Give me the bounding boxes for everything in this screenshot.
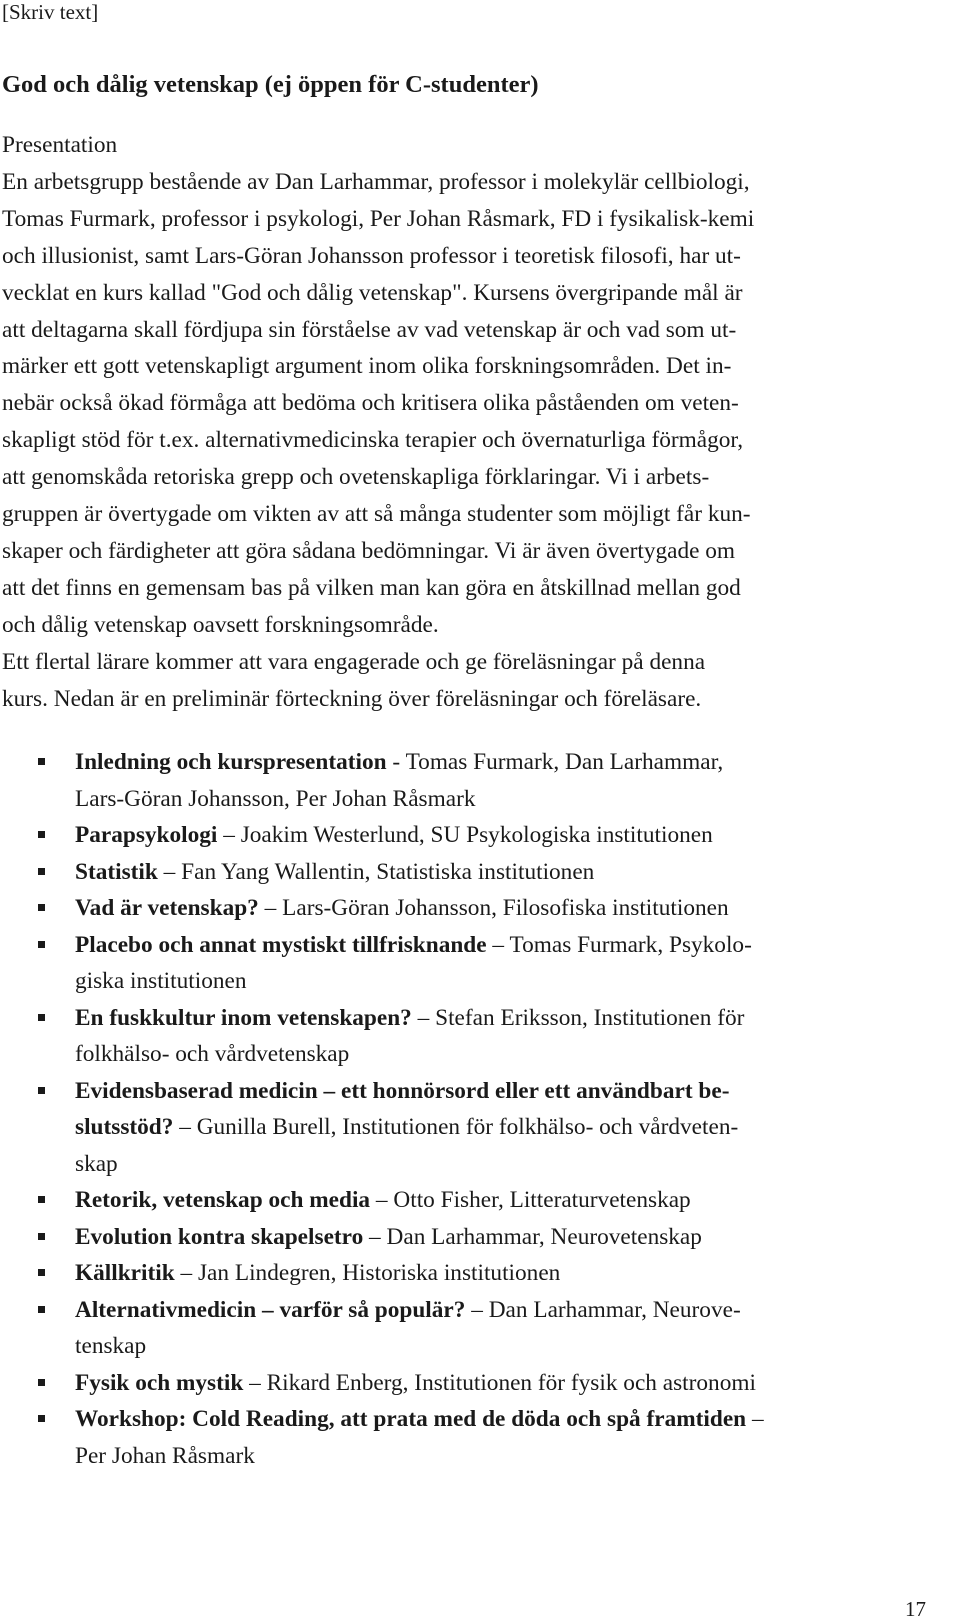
- separator: –: [258, 895, 283, 921]
- square-bullet-icon: [38, 831, 45, 838]
- lecture-topic: Workshop: Cold Reading, att prata med de döda och spå framtiden: [75, 1406, 747, 1432]
- lecture-topic: Fysik och mystik: [75, 1369, 244, 1396]
- lecture-topic: En fuskkultur inom vetenskapen?: [75, 1004, 412, 1031]
- separator: –: [411, 1004, 436, 1031]
- list-item: [0, 1401, 950, 1474]
- separator: –: [174, 1260, 198, 1286]
- separator: –: [746, 1406, 764, 1432]
- lecture-topic: slutsstöd?: [75, 1114, 174, 1140]
- lecturer-text: Rikard Enberg, Institutionen för fysik och astronomi: [266, 1369, 756, 1396]
- lecturer-text: Tomas Furmark, Psykolo-: [509, 931, 752, 958]
- intro-paragraph-line: skapligt stöd för t.ex. alternativmedicinska terapier och övernaturliga förmågor,: [2, 427, 744, 454]
- list-item: [0, 1365, 950, 1402]
- lecturer-text: Jan Lindegren, Historiska institutionen: [197, 1260, 561, 1286]
- list-item: [0, 1000, 950, 1073]
- intro-paragraph-line: gruppen är övertygade om vikten av att så många studenter som möjligt får kun-: [2, 501, 751, 528]
- lecturer-text: Joakim Westerlund, SU Psykologiska institutionen: [240, 822, 713, 848]
- intro-section: [2, 127, 937, 718]
- lecture-topic: Alternativmedicin – varför så populär?: [75, 1296, 466, 1323]
- square-bullet-icon: [38, 1087, 45, 1094]
- lecture-topic: Statistik: [75, 858, 158, 885]
- lecturer-text: Stefan Eriksson, Institutionen för: [435, 1004, 745, 1031]
- lecturer-text: Otto Fisher, Litteraturvetenskap: [393, 1187, 691, 1213]
- intro-paragraph-line: att genomskåda retoriska grepp och ovetenskapliga förklaringar. Vi i arbets-: [2, 464, 710, 491]
- list-item: [0, 1292, 950, 1365]
- square-bullet-icon: [38, 868, 45, 875]
- square-bullet-icon: [38, 1196, 45, 1203]
- square-bullet-icon: [38, 904, 45, 911]
- section-heading: Presentation: [2, 132, 118, 158]
- header-placeholder: [Skriv text]: [2, 0, 99, 24]
- lecture-topic: Placebo och annat mystiskt tillfrisknande: [75, 931, 487, 958]
- intro-paragraph-line: och dålig vetenskap oavsett forskningsområde.: [2, 611, 439, 638]
- page-number: 17: [905, 1597, 926, 1621]
- separator: –: [363, 1223, 387, 1250]
- separator: –: [465, 1296, 489, 1323]
- intro-paragraph-line: och illusionist, samt Lars-Göran Johansson professor i teoretisk filosofi, har ut-: [2, 242, 741, 269]
- intro-paragraph-line: Ett flertal lärare kommer att vara engagerade och ge föreläsningar på denna: [2, 648, 706, 675]
- list-item: [0, 1219, 950, 1256]
- square-bullet-icon: [38, 1269, 45, 1276]
- lecture-topic: Evolution kontra skapelsetro: [75, 1223, 364, 1250]
- separator: –: [370, 1187, 394, 1213]
- lecturer-text: Tomas Furmark, Dan Larhammar,: [405, 749, 724, 775]
- separator: –: [173, 1114, 197, 1140]
- list-item: [0, 1073, 950, 1183]
- list-item: [0, 890, 950, 927]
- intro-paragraph-line: skaper och färdigheter att göra sådana bedömningar. Vi är även övertygade om: [2, 537, 736, 564]
- intro-paragraph-line: nebär också ökad förmåga att bedöma och kritisera olika påståenden om veten-: [2, 390, 739, 417]
- lecturer-text: Fan Yang Wallentin, Statistiska institutionen: [181, 858, 595, 885]
- square-bullet-icon: [38, 1415, 45, 1422]
- separator: –: [217, 822, 241, 848]
- square-bullet-icon: [38, 941, 45, 948]
- lecturer-text: Per Johan Råsmark: [75, 1442, 255, 1469]
- intro-paragraph-line: En arbetsgrupp bestående av Dan Larhammar, professor i molekylär cellbiologi,: [2, 168, 750, 195]
- lecturer-text: Gunilla Burell, Institutionen för folkhälso- och vårdveten-: [196, 1114, 739, 1140]
- list-item: [0, 854, 950, 891]
- lecture-topic: Retorik, vetenskap och media: [75, 1187, 371, 1213]
- separator: -: [386, 749, 406, 775]
- lecturer-text: skap: [75, 1150, 118, 1177]
- square-bullet-icon: [38, 1014, 45, 1021]
- lecture-topic: Källkritik: [75, 1260, 175, 1286]
- separator: –: [243, 1369, 267, 1396]
- lecture-topic: Evidensbaserad medicin – ett honnörsord eller ett användbart be-: [75, 1077, 730, 1104]
- lecturer-text: tenskap: [75, 1333, 147, 1359]
- lecturer-text: Dan Larhammar, Neurovetenskap: [386, 1223, 702, 1250]
- lecturer-text: Dan Larhammar, Neurove-: [488, 1296, 741, 1323]
- lecturer-text: folkhälso- och vårdvetenskap: [75, 1041, 350, 1067]
- square-bullet-icon: [38, 1233, 45, 1240]
- document-title: God och dålig vetenskap (ej öppen för C-studenter): [2, 71, 539, 98]
- lecture-topic: Vad är vetenskap?: [75, 895, 259, 921]
- square-bullet-icon: [38, 1306, 45, 1313]
- list-item: [0, 1255, 950, 1292]
- lecture-topic: Inledning och kurspresentation: [75, 749, 387, 775]
- list-item: [0, 1182, 950, 1219]
- lecture-topic: Parapsykologi: [75, 822, 218, 848]
- list-item: [0, 817, 950, 854]
- list-item: [0, 744, 950, 817]
- square-bullet-icon: [38, 758, 45, 765]
- intro-paragraph-line: Tomas Furmark, professor i psykologi, Per Johan Råsmark, FD i fysikalisk-kemi: [2, 205, 755, 232]
- intro-paragraph-line: att deltagarna skall fördjupa sin förståelse av vad vetenskap är och vad som ut-: [2, 316, 737, 343]
- separator: –: [486, 931, 510, 958]
- lecturer-text: Lars-Göran Johansson, Filosofiska institutionen: [282, 895, 729, 921]
- intro-paragraph-line: märker ett gott vetenskapligt argument inom olika forskningsområden. Det in-: [2, 353, 732, 380]
- lecture-list: [0, 744, 950, 1474]
- separator: –: [157, 858, 182, 885]
- intro-paragraph-line: att det finns en gemensam bas på vilken man kan göra en åtskillnad mellan god: [2, 574, 741, 601]
- square-bullet-icon: [38, 1379, 45, 1386]
- intro-paragraph-line: kurs. Nedan är en preliminär förteckning över föreläsningar och föreläsare.: [2, 685, 702, 712]
- lecturer-text: giska institutionen: [75, 968, 247, 994]
- lecturer-text: Lars-Göran Johansson, Per Johan Råsmark: [75, 785, 476, 812]
- list-item: [0, 927, 950, 1000]
- intro-paragraph-line: vecklat en kurs kallad "God och dålig vetenskap". Kursens övergripande mål är: [2, 279, 743, 306]
